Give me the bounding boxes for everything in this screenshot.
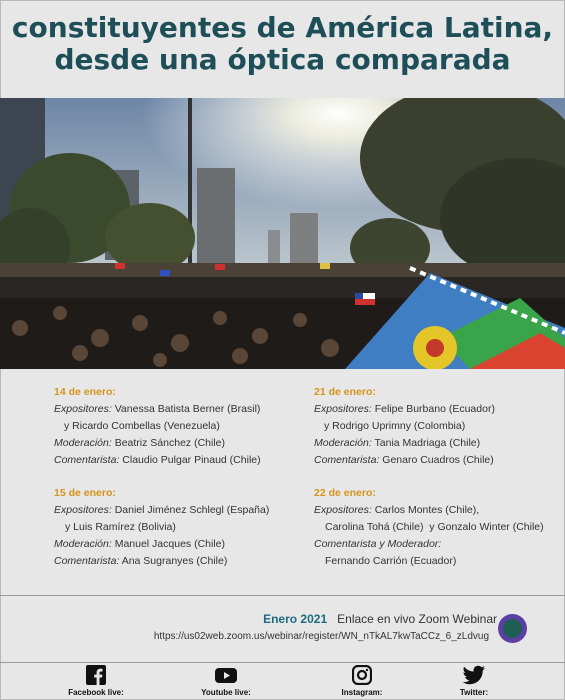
session-date: 22 de enero: [314, 487, 376, 499]
expositores-names-cont: y Luis Ramírez (Bolivia) [65, 521, 176, 533]
comentarista-name: Claudio Pulgar Pinaud (Chile) [122, 454, 261, 466]
expositores-label: Expositores: [314, 403, 372, 415]
protest-photo-illustration [0, 98, 565, 369]
expositores-label: Expositores: [54, 504, 112, 516]
zoom-logo-icon [498, 614, 527, 643]
moderacion-label: Moderación: [54, 437, 112, 449]
schedule-left-column [54, 384, 269, 586]
expositores-names-cont: y Rodrigo Uprimny (Colombia) [324, 420, 466, 432]
social-label: Instagram: [341, 688, 383, 697]
expositores-names: Carlos Montes (Chile), [374, 504, 480, 516]
facebook-icon [86, 665, 106, 685]
social-label: Youtube live: [201, 688, 251, 697]
comentarista-label: Comentarista: [314, 454, 380, 466]
social-instagram[interactable] [302, 665, 422, 697]
expositores-label: Expositores: [314, 504, 372, 516]
expositores-names: Felipe Burbano (Ecuador) [374, 403, 495, 415]
comentarista-label: Comentarista: [54, 555, 120, 567]
social-label: Facebook live: [68, 688, 124, 697]
youtube-icon [214, 665, 238, 685]
moderacion-name: Tania Madriaga (Chile) [374, 437, 481, 449]
webinar-info [0, 612, 497, 626]
divider-bottom [0, 662, 565, 663]
expositores-names-cont: y Ricardo Combellas (Venezuela) [64, 420, 220, 432]
protest-photo [0, 98, 565, 369]
moderacion-name: Manuel Jacques (Chile) [114, 538, 226, 550]
webinar-link-text: Enlace en vivo Zoom Webinar [337, 612, 497, 626]
expositores-label: Expositores: [54, 403, 112, 415]
instagram-icon [352, 665, 372, 685]
comentarista-name: Genaro Cuadros (Chile) [382, 454, 494, 466]
moderacion-label: Moderación: [314, 437, 372, 449]
schedule-right-column [314, 384, 544, 586]
divider-top [0, 595, 565, 596]
webinar-url[interactable]: https://us02web.zoom.us/webinar/register/WN_nTkAL7kwTaCCz_6_zLdvug [153, 631, 489, 642]
session-22-enero [314, 485, 544, 570]
social-twitter[interactable] [414, 665, 534, 697]
social-facebook[interactable] [36, 665, 156, 697]
twitter-icon [462, 665, 486, 685]
title-line-3: desde una óptica comparada [54, 43, 511, 76]
expositores-names-cont: Carolina Tohá (Chile) y Gonzalo Winter (Chile) [325, 521, 544, 533]
expositores-names: Vanessa Batista Berner (Brasil) [114, 403, 261, 415]
session-date: 14 de enero: [54, 386, 116, 398]
session-date: 15 de enero: [54, 487, 116, 499]
event-year: Enero 2021 [263, 612, 328, 626]
comentarista-name: Ana Sugranyes (Chile) [121, 555, 228, 567]
social-youtube[interactable] [166, 665, 286, 697]
comentarista-moderador-name: Fernando Carrión (Ecuador) [325, 555, 457, 567]
event-title [0, 0, 565, 98]
moderacion-label: Moderación: [54, 538, 112, 550]
session-21-enero [314, 384, 544, 469]
expositores-names: Daniel Jiménez Schlegl (España) [114, 504, 270, 516]
session-date: 21 de enero: [314, 386, 376, 398]
moderacion-name: Beatriz Sánchez (Chile) [114, 437, 225, 449]
social-label: Twitter: [459, 688, 489, 697]
comentarista-moderador-label: Comentarista y Moderador: [314, 538, 442, 550]
comentarista-label: Comentarista: [54, 454, 120, 466]
session-14-enero [54, 384, 269, 469]
session-15-enero [54, 485, 269, 570]
title-line-2: constituyentes de América Latina, [11, 11, 554, 44]
